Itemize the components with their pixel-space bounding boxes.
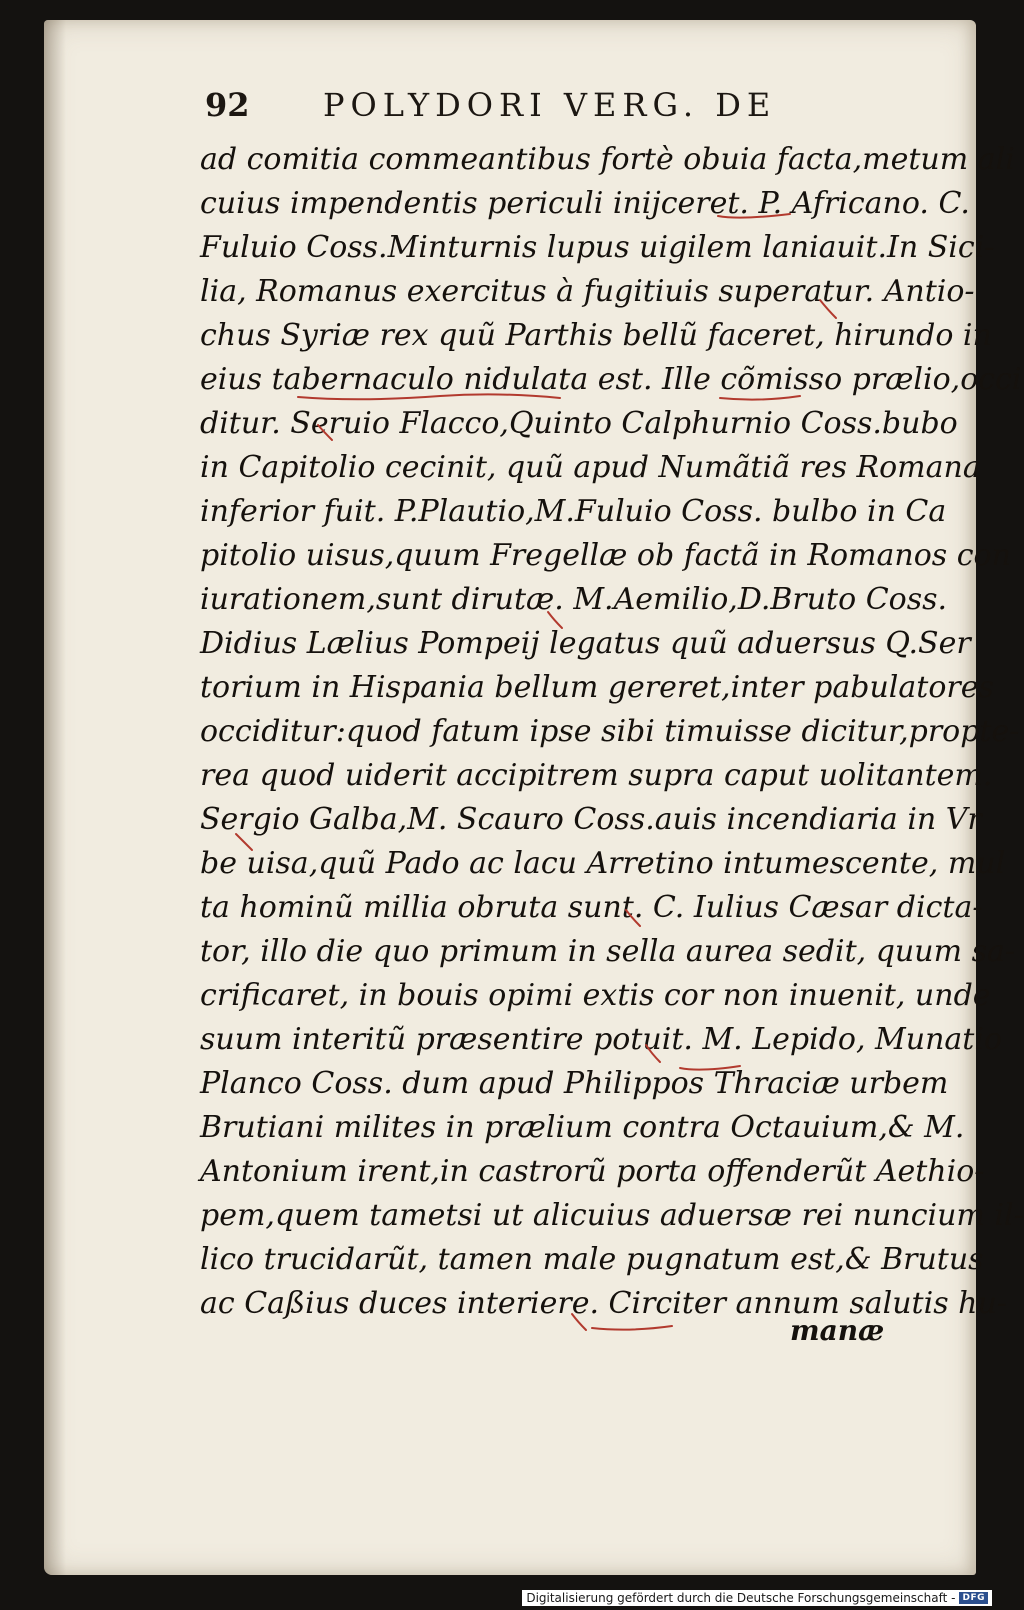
- text-line: Sergio Galba,M. Scauro Coss.auis incendiaria in Vr: [200, 802, 982, 837]
- page-gutter-shadow: [44, 20, 66, 1575]
- text-line: Planco Coss. dum apud Philippos Thraciæ urbem: [200, 1066, 949, 1101]
- text-line: lia, Romanus exercitus à fugitiuis superatur. Antio-: [200, 274, 975, 309]
- text-line: torium in Hispania bellum gereret,inter pabulatores: [200, 670, 994, 705]
- text-line: occiditur:quod fatum ipse sibi timuisse dicitur,propte-: [200, 714, 1020, 749]
- text-line: chus Syriæ rex quũ Parthis bellũ faceret, hirundo in: [200, 318, 992, 353]
- page-number: 92: [205, 86, 250, 124]
- text-line: Didius Lælius Pompeij legatus quũ aduersus Q.Ser: [200, 626, 971, 661]
- text-line: ad comitia commeantibus fortè obuia facta,metum ali: [200, 142, 1015, 177]
- text-line: pem,quem tametsi ut alicuius aduersæ rei nuncium il-: [200, 1198, 1024, 1233]
- text-line: ac Caßius duces interiere. Circiter annum salutis hu-: [200, 1286, 1007, 1321]
- text-line: ta hominũ millia obruta sunt. C. Iulius Cæsar dicta-: [200, 890, 983, 925]
- page-header: [205, 78, 865, 134]
- text-line: suum interitũ præsentire potuit. M. Lepido, Munatio: [200, 1022, 1003, 1057]
- text-line: be uisa,quũ Pado ac lacu Arretino intumescente, mul: [200, 846, 1006, 881]
- text-line: inferior fuit. P.Plautio,M.Fuluio Coss. bulbo in Ca: [200, 494, 947, 529]
- text-line: Brutiani milites in prælium contra Octauium,& M.: [200, 1110, 965, 1145]
- text-line: lico trucidarũt, tamen male pugnatum est,& Brutus: [200, 1242, 984, 1277]
- credit-text: Digitalisierung gefördert durch die Deutsche Forschungsgemeinschaft -: [526, 1591, 956, 1605]
- text-block: [200, 138, 1024, 1326]
- text-line: tor, illo die quo primum in sella aurea sedit, quum sa-: [200, 934, 1015, 969]
- text-line: Fuluio Coss.Minturnis lupus uigilem laniauit.In Sici-: [200, 230, 995, 265]
- text-line: iurationem,sunt dirutæ. M.Aemilio,D.Bruto Coss.: [200, 582, 948, 617]
- text-line: in Capitolio cecinit, quũ apud Numãtiã res Romana: [200, 450, 981, 485]
- text-line: cuius impendentis periculi inijceret. P. Africano. C.: [200, 186, 970, 221]
- text-line: crificaret, in bouis opimi extis cor non inuenit, unde: [200, 978, 991, 1013]
- text-line: Antonium irent,in castrorũ porta offenderũt Aethio-: [200, 1154, 985, 1189]
- digitization-credit: [522, 1590, 992, 1606]
- running-title: POLYDORI VERG. DE: [323, 86, 777, 124]
- text-line: ditur. Seruio Flacco,Quinto Calphurnio Coss.bubo: [200, 406, 958, 441]
- text-line: rea quod uiderit accipitrem supra caput uolitantem.: [200, 758, 993, 793]
- text-line: eius tabernaculo nidulata est. Ille cõmisso prælio,occi: [200, 362, 1022, 397]
- text-line: pitolio uisus,quum Fregellæ ob factã in Romanos con: [200, 538, 1011, 573]
- dfg-logo: DFG: [959, 1592, 988, 1604]
- catchword: manæ: [790, 1314, 885, 1347]
